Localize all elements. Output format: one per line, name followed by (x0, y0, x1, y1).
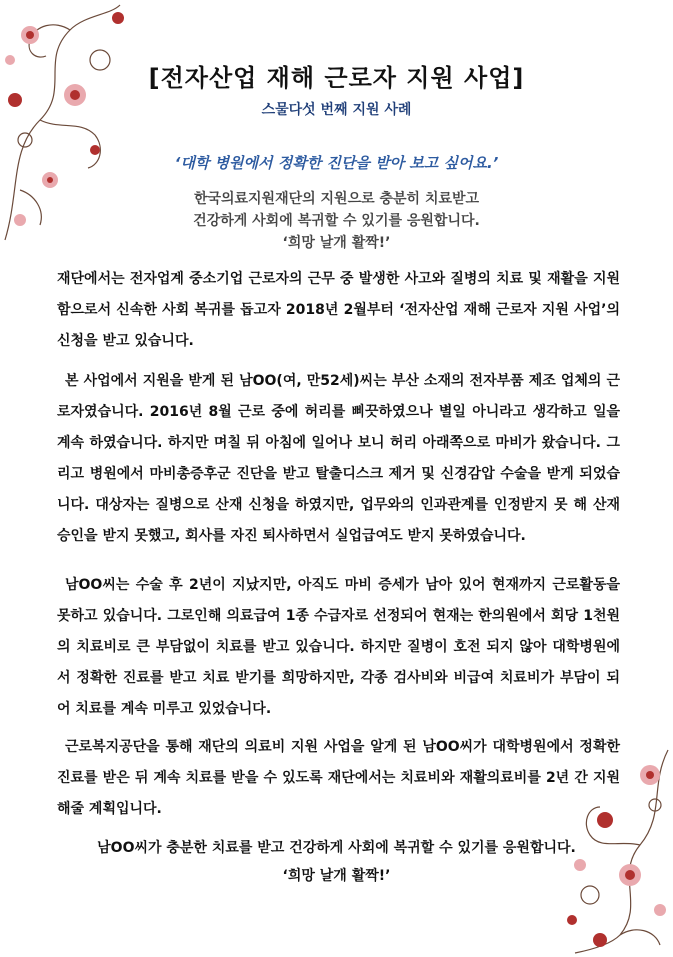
document-title: [전자산업 재해 근로자 지원 사업] (148, 64, 525, 92)
closing-slogan: ‘희망 날개 활짝!’ (282, 868, 391, 884)
pull-quote: ‘대학 병원에서 정확한 진단을 받아 보고 싶어요.’ (174, 154, 499, 172)
body-paragraph-plan: 근로복지공단을 통해 재단의 의료비 지원 사업을 알게 된 남OO씨가 대학병원에서 정확한 진료를 받은 뒤 계속 치료를 받을 수 있도록 재단에서는 치료비와 재활의료비를 2년 간 지원해줄 계획입니다. (57, 739, 620, 817)
lead-line: 한국의료지원재단의 지원으로 충분히 치료받고 (193, 191, 480, 207)
lead-slogan: ‘희망 날개 활짝!’ (282, 235, 391, 251)
closing-line: 남OO씨가 충분한 치료를 받고 건강하게 사회에 복귀할 수 있기를 응원합니다. (97, 840, 576, 856)
body-paragraph-intro: 재단에서는 전자업계 중소기업 근로자의 근무 중 발생한 사고와 질병의 치료 및 재활을 지원함으로서 신속한 사회 복귀를 돕고자 2018년 2월부터 ‘전자산업 재해 근로자 지원 사업’의 신청을 받고 있습니다. (57, 271, 620, 349)
lead-line: 건강하게 사회에 복귀할 수 있기를 응원합니다. (193, 213, 480, 229)
document-subtitle: 스물다섯 번째 지원 사례 (261, 102, 412, 118)
body-paragraph-case: 본 사업에서 지원을 받게 된 남OO(여, 만52세)씨는 부산 소재의 전자부품 제조 업체의 근로자였습니다. 2016년 8월 근로 중에 허리를 삐끗하였으나 별일 아니라고 생각하고 일을 계속 하였습니다. 하지만 며칠 뒤 아침에 일어나 보니 허리 아래쪽으로 마비가 왔습니다. 그리고 병원에서 마비총증후군 진단을 받고 탈출디스크 제거 및 신경감압 수술을 받게 되었습니다. 대상자는 질병으로 산재 신청을 하였지만, 업무와의 인과관계를 인정받지 못 해 산재 승인을 받지 못했고, 회사를 자진 퇴사하면서 실업급여도 받지 못하였습니다. (57, 373, 620, 544)
body-paragraph-status: 남OO씨는 수술 후 2년이 지났지만, 아직도 마비 증세가 남아 있어 현재까지 근로활동을 못하고 있습니다. 그로인해 의료급여 1종 수급자로 선정되어 현재는 한의원에서 회당 1천원의 치료비로 큰 부담없이 치료를 받고 있습니다. 하지만 질병이 호전 되지 않아 대학병원에서 정확한 진료를 받고 치료 받기를 희망하지만, 각종 검사비와 비급여 치료비가 부담이 되어 치료를 계속 미루고 있었습니다. (57, 577, 620, 717)
